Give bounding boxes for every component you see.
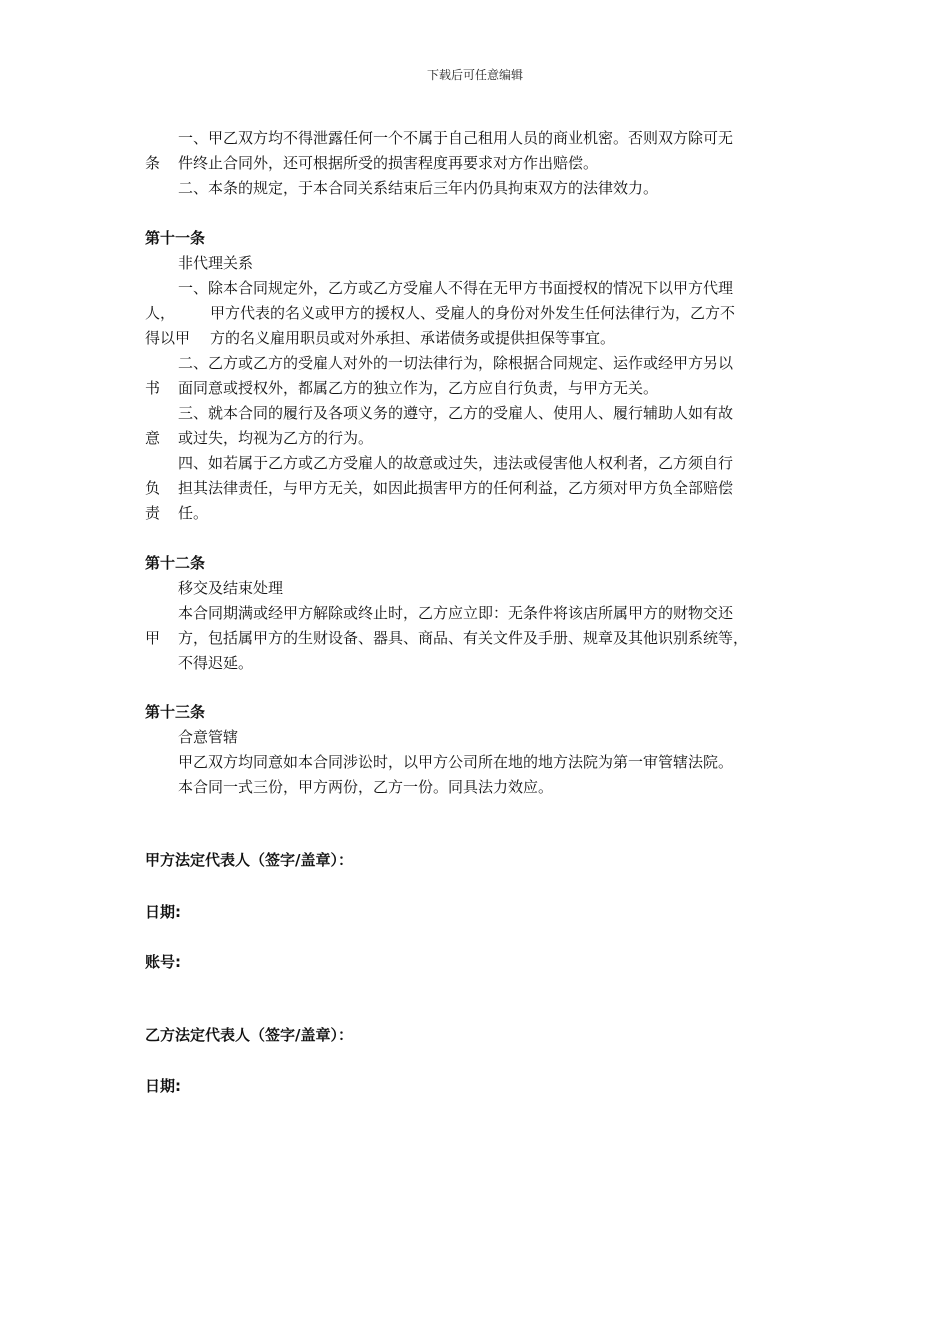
s11-para2-margin: 书 — [145, 379, 161, 397]
s12-para1-line2: 方，包括属甲方的生财设备、器具、商品、有关文件及手册、规章及其他识别系统等， — [178, 629, 749, 647]
party-b-representative-label: 乙方法定代表人（签字/盖章）： — [145, 1026, 353, 1044]
s10-para2: 二、本条的规定，于本合同关系结束后三年内仍具拘束双方的法律效力。 — [178, 179, 659, 197]
page-header: 下载后可任意编辑 — [426, 68, 523, 82]
s13-subtitle: 合意管辖 — [178, 728, 239, 746]
s11-subtitle: 非代理关系 — [178, 254, 254, 272]
s12-subtitle: 移交及结束处理 — [178, 579, 284, 597]
s11-para3-margin: 意 — [145, 429, 161, 447]
party-a-account-label: 账号: — [145, 953, 181, 971]
s13-para1: 甲乙双方均同意如本合同涉讼时，以甲方公司所在地的地方法院为第一审管辖法院。 — [178, 753, 734, 771]
party-b-date-label: 日期: — [145, 1077, 181, 1095]
s11-para4-margin1: 负 — [145, 479, 161, 497]
s12-para1-line1: 本合同期满或经甲方解除或终止时，乙方应立即：无条件将该店所属甲方的财物交还 — [178, 604, 734, 622]
s13-title: 第十三条 — [145, 703, 206, 721]
s11-title: 第十一条 — [145, 229, 206, 247]
s11-para3-line2: 或过失，均视为乙方的行为。 — [178, 429, 374, 447]
s11-para1-line3: 方的名义雇用职员或对外承担、承诺债务或提供担保等事宜。 — [210, 329, 616, 347]
s12-title: 第十二条 — [145, 554, 206, 572]
party-a-representative-label: 甲方法定代表人（签字/盖章）： — [145, 851, 353, 869]
party-a-date-label: 日期: — [145, 903, 181, 921]
s11-para4-margin2: 责 — [145, 504, 161, 522]
s12-para1-margin: 甲 — [145, 629, 161, 647]
s11-para1-line2: 甲方代表的名义或甲方的援权人、受雇人的身份对外发生任何法律行为，乙方不 — [210, 304, 736, 322]
s11-para4-line1: 四、如若属于乙方或乙方受雇人的故意或过失，违法或侵害他人权利者，乙方须自行 — [178, 454, 734, 472]
s11-para4-line2: 担其法律责任，与甲方无关，如因此损害甲方的任何利益，乙方须对甲方负全部赔偿 — [178, 479, 734, 497]
s10-para1-line2: 件终止合同外，还可根据所受的损害程度再要求对方作出赔偿。 — [178, 154, 599, 172]
s11-para1-line1: 一、除本合同规定外，乙方或乙方受雇人不得在无甲方书面授权的情况下以甲方代理 — [178, 279, 734, 297]
s11-para1-margin2: 得以甲 — [145, 329, 191, 347]
s13-para2: 本合同一式三份，甲方两份，乙方一份。同具法力效应。 — [178, 778, 554, 796]
s11-para1-margin1: 人， — [145, 304, 176, 322]
s11-para2-line1: 二、乙方或乙方的受雇人对外的一切法律行为，除根据合同规定、运作或经甲方另以 — [178, 354, 734, 372]
s10-para1-margin: 条 — [145, 154, 161, 172]
s11-para4-line3: 任。 — [178, 504, 209, 522]
s12-para1-line3: 不得迟延。 — [178, 654, 254, 672]
s11-para3-line1: 三、就本合同的履行及各项义务的遵守，乙方的受雇人、使用人、履行辅助人如有故 — [178, 404, 734, 422]
s10-para1-line1: 一、甲乙双方均不得泄露任何一个不属于自己租用人员的商业机密。否则双方除可无 — [178, 129, 734, 147]
s11-para2-line2: 面同意或授权外，都属乙方的独立作为，乙方应自行负责，与甲方无关。 — [178, 379, 659, 397]
